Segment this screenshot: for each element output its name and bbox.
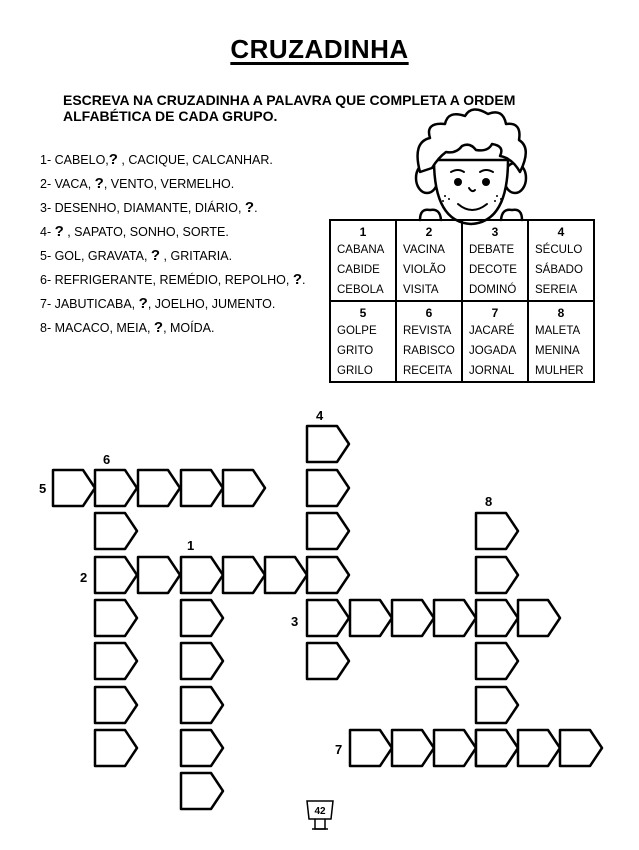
question-mark: ? bbox=[138, 295, 148, 312]
crossword-cell[interactable] bbox=[181, 730, 223, 766]
crossword-cell[interactable] bbox=[307, 600, 349, 636]
clue-3: 3- DESENHO, DIAMANTE, DIÁRIO, ?. bbox=[40, 199, 258, 216]
crossword-cell[interactable] bbox=[223, 470, 265, 506]
crossword-cell[interactable] bbox=[95, 730, 137, 766]
title-text: CRUZADINHA bbox=[230, 34, 409, 64]
crossword-cell[interactable] bbox=[95, 643, 137, 679]
crossword-cell[interactable] bbox=[95, 557, 137, 593]
clue-4: 4- ? , SAPATO, SONHO, SORTE. bbox=[40, 223, 229, 240]
crossword-cell[interactable] bbox=[95, 687, 137, 723]
crossword-cell[interactable] bbox=[181, 643, 223, 679]
crossword-cell[interactable] bbox=[560, 730, 602, 766]
crossword-cell[interactable] bbox=[350, 730, 392, 766]
crossword-number-5: 5 bbox=[39, 481, 47, 496]
word-bank-group-5: 5 GOLPE GRITO GRILO bbox=[330, 301, 396, 382]
crossword-cell[interactable] bbox=[392, 730, 434, 766]
question-mark: ? bbox=[94, 175, 104, 192]
crossword-cell[interactable] bbox=[518, 730, 560, 766]
crossword-cell[interactable] bbox=[434, 600, 476, 636]
clue-2: 2- VACA, ?, VENTO, VERMELHO. bbox=[40, 175, 235, 192]
word-bank-group-1: 1 CABANA CABIDE CEBOLA bbox=[330, 220, 396, 301]
word-bank-group-4: 4 SÉCULO SÁBADO SEREIA bbox=[528, 220, 594, 301]
crossword-number-1: 1 bbox=[187, 538, 195, 553]
crossword-number-7: 7 bbox=[335, 742, 343, 757]
crossword-cell[interactable] bbox=[476, 513, 518, 549]
question-mark: ? bbox=[108, 151, 118, 168]
crossword-cell[interactable] bbox=[138, 470, 180, 506]
crossword-number-4: 4 bbox=[316, 408, 324, 423]
page-number: 42 bbox=[314, 806, 326, 817]
crossword-cell[interactable] bbox=[223, 557, 265, 593]
crossword-cell[interactable] bbox=[476, 730, 518, 766]
crossword-cell[interactable] bbox=[307, 426, 349, 462]
word-bank-group-7: 7 JACARÉ JOGADA JORNAL bbox=[462, 301, 528, 382]
clue-6: 6- REFRIGERANTE, REMÉDIO, REPOLHO, ?. bbox=[40, 271, 306, 288]
crossword-cell[interactable] bbox=[265, 557, 307, 593]
crossword-cell[interactable] bbox=[181, 600, 223, 636]
clue-7: 7- JABUTICABA, ?, JOELHO, JUMENTO. bbox=[40, 295, 276, 312]
crossword-cell[interactable] bbox=[307, 643, 349, 679]
crossword-cell[interactable] bbox=[95, 600, 137, 636]
crossword-cell[interactable] bbox=[181, 773, 223, 809]
crossword-cell[interactable] bbox=[350, 600, 392, 636]
crossword-number-3: 3 bbox=[291, 614, 299, 629]
question-mark: ? bbox=[244, 199, 255, 216]
question-mark: ? bbox=[153, 319, 164, 336]
clue-1: 1- CABELO,? , CACIQUE, CALCANHAR. bbox=[40, 151, 273, 168]
question-mark: ? bbox=[292, 271, 302, 288]
instructions: ESCREVA NA CRUZADINHA A PALAVRA QUE COMPLETA A ORDEM ALFABÉTICA DE CADA GRUPO. bbox=[63, 92, 516, 124]
crossword-cell[interactable] bbox=[95, 470, 137, 506]
crossword-cell[interactable] bbox=[307, 557, 349, 593]
crossword-cell[interactable] bbox=[476, 687, 518, 723]
crossword-cell[interactable] bbox=[307, 513, 349, 549]
crossword-cell[interactable] bbox=[434, 730, 476, 766]
crossword-cell[interactable] bbox=[181, 557, 223, 593]
word-bank-group-3: 3 DEBATE DECOTE DOMINÓ bbox=[462, 220, 528, 301]
crossword-cell[interactable] bbox=[476, 600, 518, 636]
crossword-cell[interactable] bbox=[518, 600, 560, 636]
crossword-cell[interactable] bbox=[307, 470, 349, 506]
crossword-number-8: 8 bbox=[485, 494, 493, 509]
page-number-badge bbox=[303, 797, 337, 833]
crossword-number-6: 6 bbox=[103, 452, 111, 467]
crossword-cell[interactable] bbox=[138, 557, 180, 593]
crossword-number-2: 2 bbox=[80, 570, 88, 585]
question-mark: ? bbox=[150, 247, 161, 264]
word-bank-group-6: 6 REVISTA RABISCO RECEITA bbox=[396, 301, 462, 382]
crossword-cell[interactable] bbox=[95, 513, 137, 549]
crossword-cell[interactable] bbox=[181, 687, 223, 723]
crossword-cell[interactable] bbox=[181, 470, 223, 506]
crossword-cell[interactable] bbox=[476, 643, 518, 679]
crossword-cell[interactable] bbox=[53, 470, 95, 506]
word-bank-group-8: 8 MALETA MENINA MULHER bbox=[528, 301, 594, 382]
clue-5: 5- GOL, GRAVATA, ? , GRITARIA. bbox=[40, 247, 233, 264]
clue-8: 8- MACACO, MEIA, ?, MOÍDA. bbox=[40, 319, 215, 336]
question-mark: ? bbox=[54, 223, 64, 240]
crossword-cell[interactable] bbox=[476, 557, 518, 593]
word-bank-group-2: 2 VACINA VIOLÃO VISITA bbox=[396, 220, 462, 301]
crossword-cell[interactable] bbox=[392, 600, 434, 636]
